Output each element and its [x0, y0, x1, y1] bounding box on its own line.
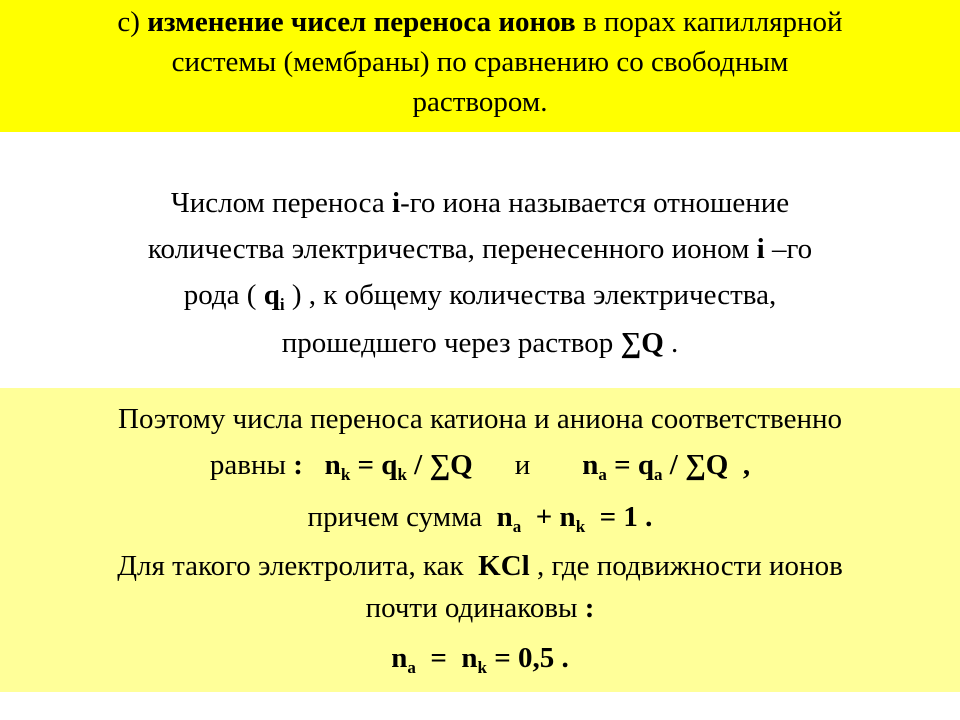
- def-l2-b: –го: [764, 233, 813, 265]
- tr-na-n: n: [582, 449, 599, 481]
- def-l1-b: -го иона называется отношение: [400, 187, 790, 219]
- definition-line-4: [0, 320, 960, 366]
- tr-half-end: = 0,5 .: [486, 642, 569, 674]
- tr-l2-colon: :: [286, 449, 325, 481]
- tr-l5-colon: :: [584, 592, 595, 624]
- tr-and: и: [514, 449, 531, 481]
- transfer-band: [0, 388, 960, 692]
- def-l1-a: Числом переноса: [170, 187, 392, 219]
- definition-line-1: [0, 180, 960, 226]
- tr-l3-lead: причем сумма: [307, 501, 497, 533]
- def-l3-sub: i: [279, 295, 285, 314]
- tr-l2-lead: равны: [209, 449, 286, 481]
- def-l3-q: q: [263, 279, 280, 311]
- tr-half-na-n: n: [391, 642, 408, 674]
- heading-line-1: [0, 2, 960, 42]
- transfer-line-2: [0, 445, 960, 485]
- tr-l5-a: почти одинаковы: [365, 592, 585, 624]
- transfer-line-5: [0, 588, 960, 628]
- tr-qa-sub: a: [654, 465, 663, 484]
- tr-comma: ,: [728, 449, 751, 481]
- tr-na-eq: = q: [606, 449, 655, 481]
- tr-qk-sub: k: [397, 465, 407, 484]
- tr-na-sub: a: [598, 465, 607, 484]
- tr-kcl: KCl: [478, 550, 530, 582]
- definition-block: [0, 180, 960, 366]
- tr-half-nk-sub: k: [477, 658, 487, 677]
- heading-band: [0, 0, 960, 132]
- heading-line-2: системы (мембраны) по сравнению со свободным: [171, 46, 789, 78]
- heading-prefix: с): [117, 6, 148, 38]
- transfer-line-6: [0, 638, 960, 678]
- definition-line-3: [0, 272, 960, 318]
- def-l3-a: рода (: [183, 279, 264, 311]
- tr-nk-eq: = q: [350, 449, 398, 481]
- def-l3-b: ) , к общему количества электричества,: [284, 279, 777, 311]
- def-l4-b: .: [663, 327, 679, 359]
- def-l2-i: i: [756, 233, 765, 265]
- def-l4-a: прошедшего через раствор: [281, 327, 621, 359]
- def-l1-i: i: [392, 187, 401, 219]
- tr-na-sum: / ∑Q: [662, 449, 729, 481]
- transfer-line-3: [0, 497, 960, 537]
- tr-sum-eq: = 1 .: [585, 501, 653, 533]
- transfer-line-1: Поэтому числа переноса катиона и аниона соответственно: [118, 403, 842, 435]
- heading-bold: изменение чисел переноса ионов: [147, 6, 576, 38]
- tr-sum-plus: + n: [521, 501, 576, 533]
- heading-line1-rest: в порах капиллярной: [575, 6, 843, 38]
- heading-line-3: раствором.: [412, 86, 548, 118]
- def-l4-sum: ∑Q: [620, 327, 664, 359]
- tr-half-eq: = n: [415, 642, 478, 674]
- tr-nk-sub: k: [340, 465, 351, 484]
- transfer-line-4: [0, 546, 960, 586]
- definition-line-2: [0, 226, 960, 272]
- def-l2-a: количества электричества, перенесенного ионом: [147, 233, 757, 265]
- tr-sum-nk-sub: k: [575, 517, 586, 536]
- tr-sum-na-n: n: [496, 501, 513, 533]
- tr-nk-n: n: [324, 449, 341, 481]
- tr-sum-na-sub: a: [512, 517, 522, 536]
- tr-half-na-sub: a: [407, 658, 416, 677]
- tr-nk-sum: / ∑Q: [406, 449, 473, 481]
- tr-l4-b: , где подвижности ионов: [529, 550, 843, 582]
- tr-l4-a: Для такого электролита, как: [117, 550, 479, 582]
